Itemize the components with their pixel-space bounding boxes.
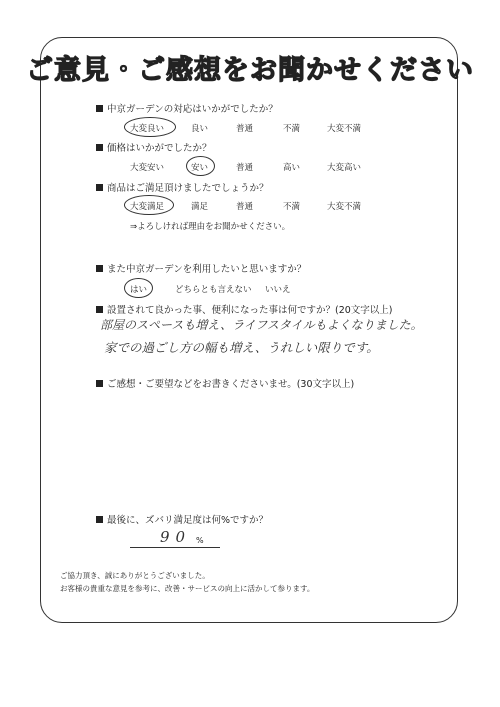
question-label: 設置されて良かった事、便利になった事は何ですか？(20文字以上) xyxy=(107,305,393,316)
question-benefits xyxy=(96,302,393,316)
option-normal[interactable]: 普通 xyxy=(236,163,254,173)
option-no[interactable]: いいえ xyxy=(265,285,291,295)
option-good[interactable]: 良い xyxy=(191,124,209,134)
option-very-good[interactable]: 大変良い xyxy=(130,124,165,134)
square-bullet-icon xyxy=(96,265,103,272)
question-label: また中京ガーデンを利用したいと思いますか？ xyxy=(107,264,307,275)
page-title: ご意見・ご感想をお聞かせください xyxy=(26,55,474,86)
reason-note: ⇒よろしければ理由をお聞かせください。 xyxy=(130,222,291,232)
square-bullet-icon xyxy=(96,516,103,523)
option-very-dissatisfied[interactable]: 大変不満 xyxy=(327,124,362,134)
option-expensive[interactable]: 高い xyxy=(283,163,301,173)
option-dissatisfied[interactable]: 不満 xyxy=(283,124,301,134)
square-bullet-icon xyxy=(96,184,103,191)
question-staff-response xyxy=(96,101,278,115)
handwritten-satisfaction-value: 90 xyxy=(160,528,192,546)
option-very-cheap[interactable]: 大変安い xyxy=(130,163,165,173)
question-comments xyxy=(96,376,354,390)
square-bullet-icon xyxy=(96,380,103,387)
selected-circle-mark xyxy=(124,278,153,298)
square-bullet-icon xyxy=(96,144,103,151)
option-very-expensive[interactable]: 大変高い xyxy=(327,163,362,173)
question-satisfaction-rate xyxy=(96,512,268,526)
question-label: 最後に、ズバリ満足度は何%ですか？ xyxy=(107,515,269,526)
option-neither[interactable]: どちらとも言えない xyxy=(175,285,252,295)
question-price xyxy=(96,140,212,154)
answer-underline xyxy=(130,547,220,548)
question-label: 価格はいかがでしたか？ xyxy=(107,143,212,154)
handwritten-answer-line-1: 部屋のスペースも増え、ライフスタイルもよくなりました。 xyxy=(100,318,423,332)
question-reuse xyxy=(96,261,306,275)
improvement-text: お客様の貴重な意見を参考に、改善・サービスの向上に活かして参ります。 xyxy=(60,584,315,593)
option-dissatisfied[interactable]: 不満 xyxy=(283,202,301,212)
question-label: 商品はご満足頂けましたでしょうか？ xyxy=(107,183,269,194)
square-bullet-icon xyxy=(96,105,103,112)
selected-circle-mark xyxy=(186,156,215,176)
question-label: ご感想・ご要望などをお書きくださいませ。(30文字以上) xyxy=(107,379,355,390)
option-yes[interactable]: はい xyxy=(130,285,148,295)
thanks-text: ご協力頂き、誠にありがとうございました。 xyxy=(60,571,210,580)
selected-circle-mark xyxy=(124,117,176,137)
option-normal[interactable]: 普通 xyxy=(236,202,254,212)
square-bullet-icon xyxy=(96,306,103,313)
option-satisfied[interactable]: 満足 xyxy=(191,202,209,212)
selected-circle-mark xyxy=(124,195,174,215)
option-cheap[interactable]: 安い xyxy=(191,163,209,173)
question-product-satisfaction xyxy=(96,180,269,194)
option-normal[interactable]: 普通 xyxy=(236,124,254,134)
option-very-dissatisfied[interactable]: 大変不満 xyxy=(327,202,362,212)
option-very-satisfied[interactable]: 大変満足 xyxy=(130,202,165,212)
handwritten-answer-line-2: 家での過ごし方の幅も増え、うれしい限りです。 xyxy=(104,340,379,355)
question-label: 中京ガーデンの対応はいかがでしたか？ xyxy=(107,104,278,115)
percent-unit: % xyxy=(196,536,204,545)
